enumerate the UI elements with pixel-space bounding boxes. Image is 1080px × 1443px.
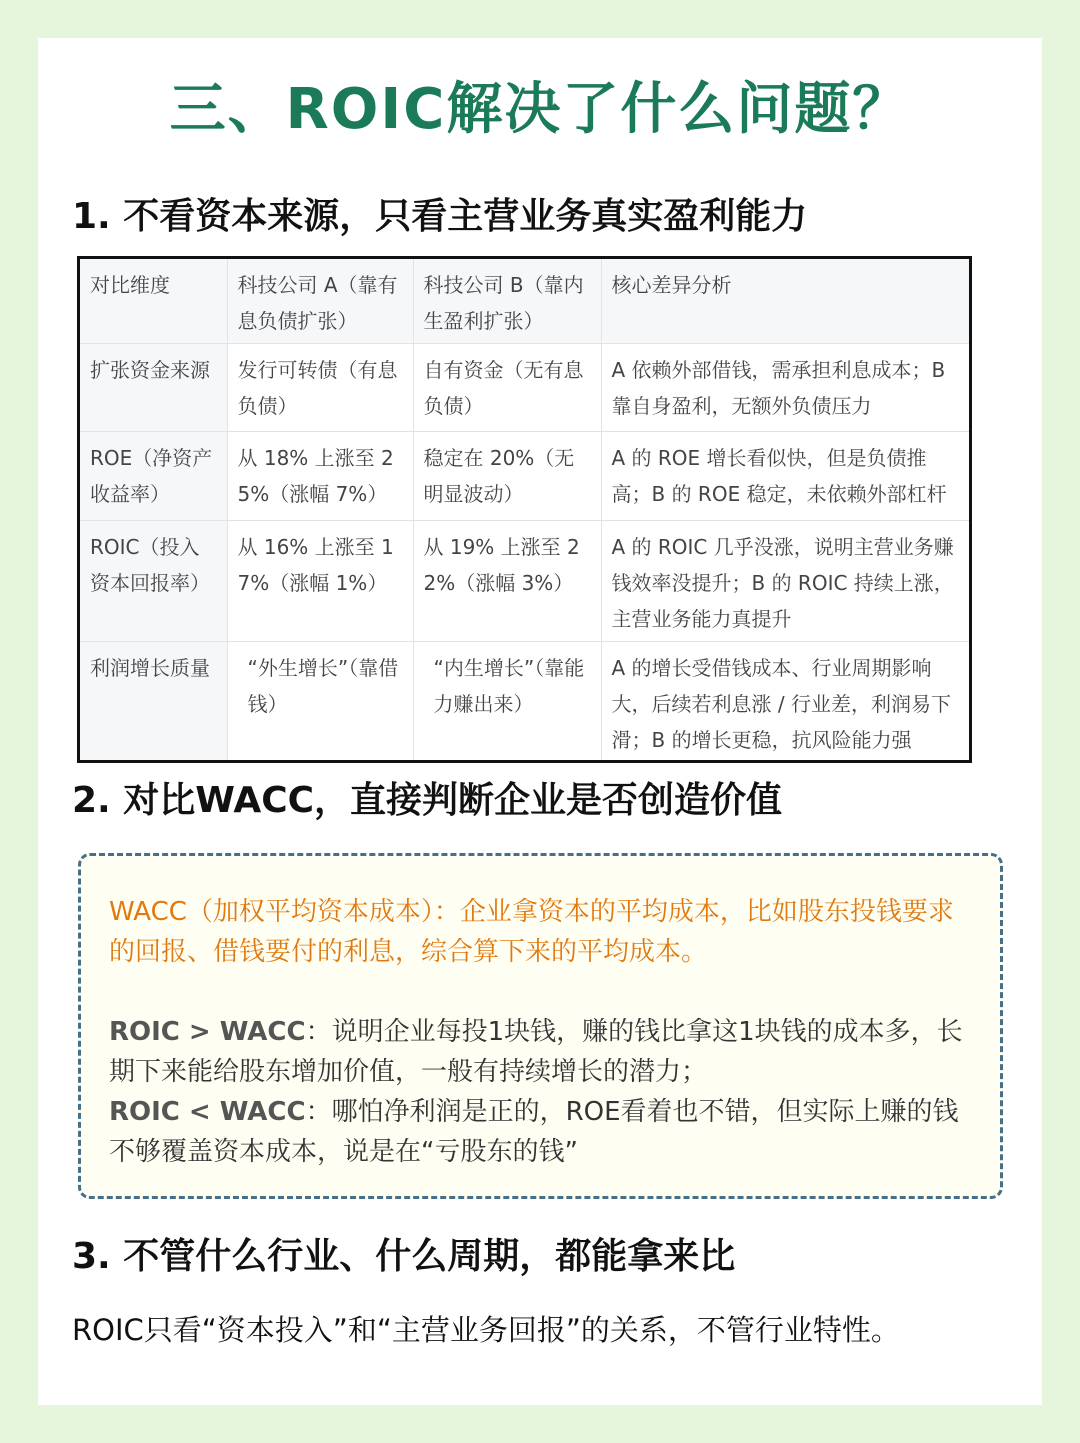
table-cell: ROE（净资产收益率） — [80, 432, 227, 521]
roic-less-paragraph — [109, 1092, 972, 1172]
table-cell: 发行可转债（有息负债） — [227, 344, 413, 432]
section-3-heading: 3. 不管什么行业、什么周期，都能拿来比 — [72, 1236, 736, 1277]
table-cell: A 的 ROE 增长看似快，但是负债推高；B 的 ROE 稳定，未依赖外部杠杆 — [601, 432, 969, 521]
table-cell: 从 18% 上涨至 25%（涨幅 7%） — [227, 432, 413, 521]
section-1-heading: 1. 不看资本来源，只看主营业务真实盈利能力 — [72, 196, 808, 237]
roic-less-label: ROIC < WACC — [109, 1097, 306, 1127]
table-cell: A 的 ROIC 几乎没涨，说明主营业务赚钱效率没提升；B 的 ROIC 持续上涨，主营业务能力真提升 — [601, 521, 969, 642]
table-cell: ROIC（投入资本回报率） — [80, 521, 227, 642]
table-row — [80, 432, 969, 521]
table-cell: “外生增长”（靠借钱） — [227, 642, 413, 763]
roic-less-text: ：哪怕净利润是正的，ROE看着也不错，但实际上赚的钱不够覆盖资本成本，说是在“亏股东的钱” — [109, 1097, 959, 1167]
section-2-heading: 2. 对比WACC，直接判断企业是否创造价值 — [72, 780, 783, 821]
table-cell: 利润增长质量 — [80, 642, 227, 763]
page-title: 三、ROIC解决了什么问题？ — [169, 77, 911, 142]
section-3-text: ROIC只看“资本投入”和“主营业务回报”的关系，不管行业特性。 — [72, 1313, 900, 1347]
table-cell: 从 19% 上涨至 22%（涨幅 3%） — [413, 521, 601, 642]
table-row — [80, 344, 969, 432]
comparison-table — [77, 256, 972, 763]
table-header-cell: 科技公司 B（靠内生盈利扩张） — [413, 259, 601, 344]
roic-greater-text: ：说明企业每投1块钱，赚的钱比拿这1块钱的成本多，长期下来能给股东增加价值，一般有持续增长的潜力； — [109, 1017, 963, 1087]
roic-greater-label: ROIC > WACC — [109, 1017, 306, 1047]
wacc-definition: WACC（加权平均资本成本）：企业拿资本的平均成本，比如股东投钱要求的回报、借钱要付的利息，综合算下来的平均成本。 — [109, 897, 954, 967]
table-cell: A 的增长受借钱成本、行业周期影响大，后续若利息涨 / 行业差，利润易下滑；B 的增长更稳，抗风险能力强 — [611, 656, 951, 752]
table-header-row — [80, 259, 969, 344]
table-cell: A 依赖外部借钱，需承担利息成本；B 靠自身盈利，无额外负债压力 — [601, 344, 969, 432]
table-cell: 从 16% 上涨至 17%（涨幅 1%） — [227, 521, 413, 642]
table-header-cell: 科技公司 A（靠有息负债扩张） — [227, 259, 413, 344]
table-cell: 稳定在 20%（无明显波动） — [413, 432, 601, 521]
table-row — [80, 521, 969, 642]
roic-greater-paragraph — [109, 1012, 972, 1092]
table-row — [80, 642, 969, 763]
wacc-callout-box — [78, 853, 1003, 1199]
table-cell: 自有资金（无有息负债） — [413, 344, 601, 432]
table-cell: “内生增长”（靠能力赚出来） — [413, 642, 601, 763]
table-cell: 扩张资金来源 — [80, 344, 227, 432]
table-header-cell: 核心差异分析 — [601, 259, 969, 344]
table-header-cell: 对比维度 — [80, 259, 227, 344]
